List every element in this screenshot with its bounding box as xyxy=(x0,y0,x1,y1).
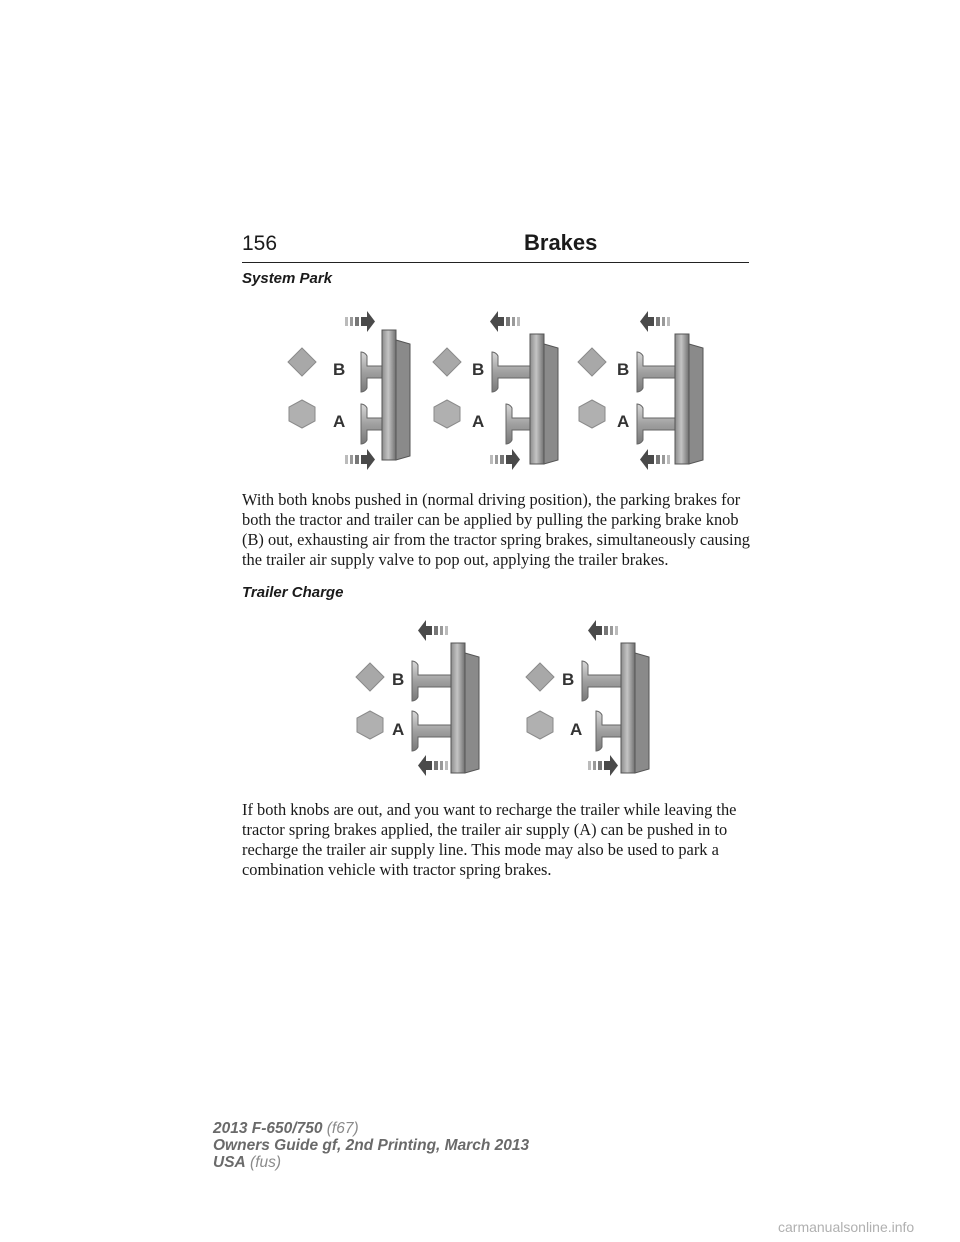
panel-1 xyxy=(356,620,479,776)
trailer-charge-heading: Trailer Charge xyxy=(242,584,344,601)
footer-line-3 xyxy=(213,1154,529,1171)
knob-b-diamond-icon xyxy=(578,348,606,376)
label-b: B xyxy=(333,360,346,379)
knob-b-diamond-icon xyxy=(356,663,384,691)
panel-2 xyxy=(526,620,649,776)
label-b: B xyxy=(562,670,575,689)
arrow-right-icon xyxy=(588,755,618,776)
footer-line-1 xyxy=(213,1120,529,1137)
knob-a-hexagon-icon xyxy=(289,400,315,428)
knob-a-hexagon-icon xyxy=(579,400,605,428)
section-title: Brakes xyxy=(524,230,598,255)
label-b: B xyxy=(392,670,405,689)
system-park-paragraph: With both knobs pushed in (normal driving position), the parking brakes for both the tractor and trailer can be applied by pulling the parking brake knob (B) out, exhausting air from the tractor spring brakes, simultaneously causing the trailer air supply valve to pop out, applying the trailer brakes. xyxy=(242,490,750,569)
knob-b-diamond-icon xyxy=(288,348,316,376)
system-park-heading: System Park xyxy=(242,270,333,287)
knob-a-hexagon-icon xyxy=(434,400,460,428)
page-number: 156 xyxy=(242,232,278,255)
arrow-left-icon xyxy=(640,449,670,470)
footer-model-code: (f67) xyxy=(326,1120,359,1137)
knob-b-diamond-icon xyxy=(433,348,461,376)
arrow-left-icon xyxy=(418,620,448,641)
page-footer xyxy=(213,1120,529,1171)
system-park-figure xyxy=(275,300,735,480)
trailer-charge-figure xyxy=(340,615,670,790)
footer-region-code: (fus) xyxy=(250,1154,282,1171)
label-b: B xyxy=(472,360,485,379)
footer-region: USA xyxy=(213,1154,246,1171)
watermark: carmanualsonline.info xyxy=(778,1219,915,1235)
knob-a-hexagon-icon xyxy=(527,711,553,739)
knob-b-diamond-icon xyxy=(526,663,554,691)
label-a: A xyxy=(570,720,583,739)
arrow-left-icon xyxy=(588,620,618,641)
panel-2 xyxy=(433,311,558,470)
arrow-left-icon xyxy=(640,311,670,332)
arrow-right-icon xyxy=(490,449,520,470)
label-a: A xyxy=(472,412,485,431)
trailer-charge-paragraph: If both knobs are out, and you want to recharge the trailer while leaving the tractor spring brakes applied, the trailer air supply (A) can be pushed in to recharge the trailer air supply line. This mode may also be used to park a combination vehicle with tractor spring brakes. xyxy=(242,800,737,879)
arrow-left-icon xyxy=(418,755,448,776)
arrow-left-icon xyxy=(490,311,520,332)
arrow-right-icon xyxy=(345,449,375,470)
panel-3 xyxy=(578,311,703,470)
page-header xyxy=(242,230,749,263)
label-a: A xyxy=(392,720,405,739)
label-a: A xyxy=(617,412,630,431)
footer-model: 2013 F-650/750 xyxy=(213,1120,323,1137)
footer-guide: Owners Guide gf, 2nd Printing, March 2013 xyxy=(213,1137,530,1154)
label-a: A xyxy=(333,412,346,431)
knob-a-hexagon-icon xyxy=(357,711,383,739)
panel-1 xyxy=(288,311,410,470)
arrow-right-icon xyxy=(345,311,375,332)
label-b: B xyxy=(617,360,630,379)
